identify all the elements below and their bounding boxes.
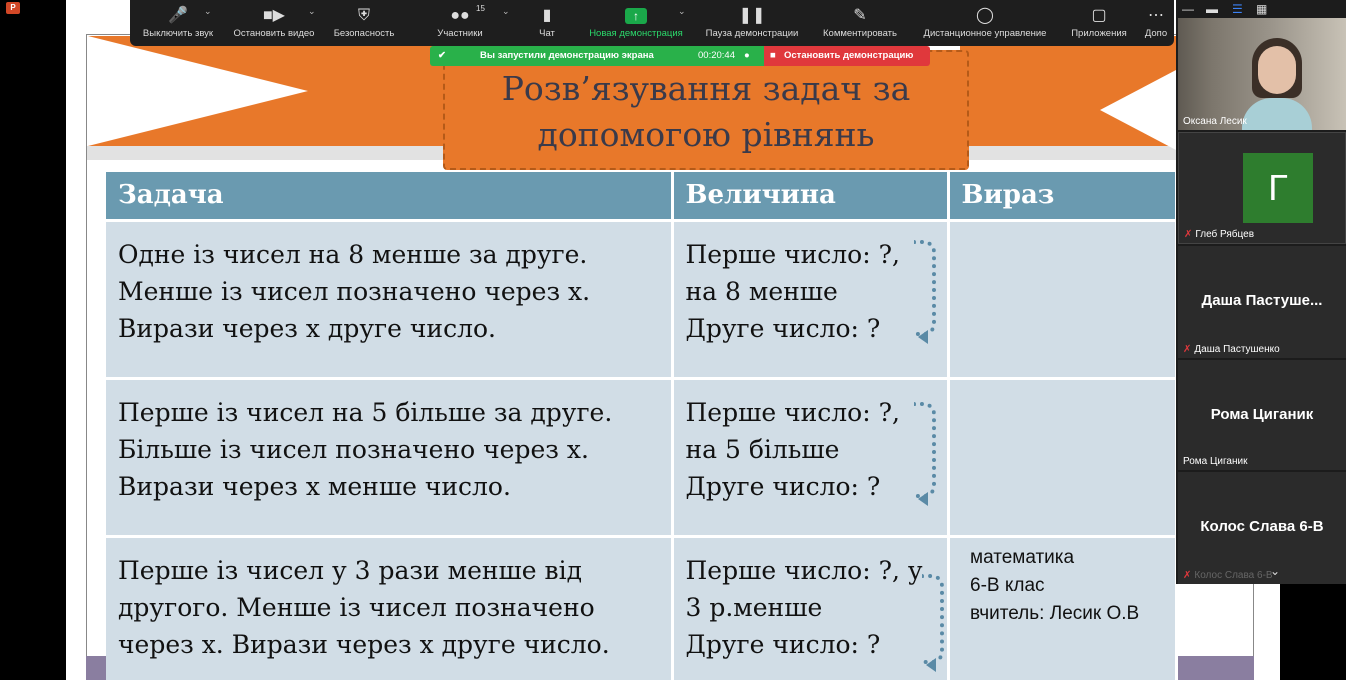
arrow-head-icon	[918, 330, 928, 344]
chevron-down-icon[interactable]: ⌄	[1270, 564, 1281, 578]
video-body	[1242, 98, 1312, 130]
quantity-line: Перше число: ?,	[685, 239, 900, 269]
class-watermark	[970, 544, 1139, 628]
participant-tile[interactable]	[1178, 132, 1346, 244]
chat-button[interactable]	[524, 4, 570, 44]
hide-video-icon[interactable]: ▬	[1206, 2, 1218, 16]
apps-icon: ▢	[1091, 7, 1107, 24]
task-line: через х. Вирази через х друге число.	[118, 629, 610, 659]
quantity-line: Перше число: ?, у	[685, 555, 923, 585]
ribbon-notch-left	[88, 36, 308, 146]
task-line: Більше із чисел позначено через х.	[118, 434, 589, 464]
quantity-line: на 5 більше	[685, 434, 840, 464]
participant-name-row	[1183, 570, 1273, 581]
participant-name-row	[1184, 229, 1254, 240]
slide-title-line: допомогою рівнянь	[537, 115, 875, 154]
curly-arrow-icon	[922, 574, 944, 664]
mute-label: Выключить звук	[142, 28, 214, 39]
powerpoint-icon: P	[6, 2, 20, 14]
muted-microphone-icon: ✗	[1183, 344, 1192, 355]
task-cell	[106, 220, 672, 378]
chat-icon: ▮	[542, 7, 552, 24]
chat-label: Чат	[539, 28, 555, 39]
participant-tile[interactable]	[1178, 360, 1346, 470]
muted-microphone-icon: ✗	[1183, 570, 1192, 581]
task-line: Перше із чисел у 3 рази менше від	[118, 555, 582, 585]
watermark-line: математика	[970, 547, 1075, 568]
chevron-down-icon[interactable]: ⌄	[308, 6, 316, 16]
task-line: Одне із чисел на 8 менше за друге.	[118, 239, 588, 269]
participant-display-name: Рома Циганик	[1210, 406, 1314, 423]
ribbon-notch-right	[1100, 70, 1176, 150]
share-screen-icon: ↑	[582, 4, 690, 28]
arrow-head-icon	[918, 492, 928, 506]
apps-label: Приложения	[1071, 28, 1127, 39]
quantity-cell	[672, 220, 948, 378]
quantity-line: Друге число: ?	[685, 471, 881, 501]
task-line: Перше із чисел на 5 більше за друге.	[118, 397, 613, 427]
stop-icon: ■	[770, 50, 776, 61]
task-line: Вирази через х друге число.	[118, 313, 496, 343]
screen-share-banner	[430, 46, 930, 66]
curly-arrow-icon	[914, 402, 936, 498]
participants-button[interactable]	[422, 4, 498, 44]
pencil-icon: ✎	[853, 7, 867, 24]
gallery-controls	[1176, 0, 1346, 18]
quantity-line: на 8 менше	[685, 276, 838, 306]
pause-share-label: Пауза демонстрации	[705, 28, 799, 39]
table-header-row	[106, 172, 1176, 220]
apps-button[interactable]	[1064, 4, 1134, 44]
participant-name: Даша Пастушенко	[1194, 344, 1280, 355]
column-header-expression: Вираз	[948, 172, 1176, 220]
column-header-quantity: Величина	[672, 172, 948, 220]
annotate-button[interactable]	[816, 4, 904, 44]
pause-icon: ❚❚	[738, 7, 766, 24]
expression-cell	[948, 220, 1176, 378]
minimize-icon[interactable]: —	[1182, 2, 1194, 16]
participant-display-name: Колос Слава 6-В	[1200, 518, 1324, 535]
chevron-down-icon[interactable]: ⌄	[502, 6, 510, 16]
participants-gallery	[1176, 0, 1346, 584]
column-header-task: Задача	[106, 172, 672, 220]
stop-video-label: Остановить видео	[233, 28, 315, 39]
avatar: Г	[1243, 153, 1313, 223]
participant-name-row	[1183, 344, 1280, 355]
video-camera-icon: ■▶	[263, 7, 285, 24]
task-line: Вирази через х менше число.	[118, 471, 511, 501]
task-cell	[106, 536, 672, 680]
participants-label: Участники	[437, 28, 483, 39]
task-line: другого. Менше із чисел позначено	[118, 592, 595, 622]
security-label: Безопасность	[333, 28, 395, 39]
remote-control-button[interactable]	[914, 4, 1056, 44]
annotate-label: Комментировать	[823, 28, 897, 39]
stop-share-label: Остановить демонстрацию	[784, 50, 914, 61]
quantity-cell	[672, 378, 948, 536]
more-button[interactable]	[1140, 4, 1172, 44]
participant-video	[1178, 18, 1346, 130]
quantity-line: Друге число: ?	[685, 629, 881, 659]
meeting-toolbar	[130, 0, 1174, 46]
expression-cell	[948, 378, 1176, 536]
quantity-line: Перше число: ?,	[685, 397, 900, 427]
participant-display-name: Даша Пастуше...	[1201, 292, 1323, 309]
quantity-cell	[672, 536, 948, 680]
participants-icon: ●●	[450, 7, 470, 24]
participant-name: Глеб Рябцев	[1195, 229, 1255, 240]
grid-view-icon[interactable]: ▦	[1256, 2, 1268, 16]
muted-microphone-icon: ✗	[1184, 229, 1193, 240]
shield-icon: ⛨	[357, 7, 370, 24]
table-row	[106, 378, 1176, 536]
pause-share-button[interactable]	[698, 4, 806, 44]
microphone-icon: 🎤	[168, 7, 188, 24]
stop-share-button[interactable]	[764, 46, 930, 66]
task-cell	[106, 378, 672, 536]
security-button[interactable]	[324, 4, 404, 44]
participant-tile[interactable]	[1178, 18, 1346, 130]
more-icon: ⋯	[1148, 7, 1164, 24]
participants-count: 15	[476, 4, 485, 13]
curly-arrow-icon	[914, 240, 936, 336]
task-line: Менше із чисел позначено через х.	[118, 276, 591, 306]
chevron-down-icon[interactable]: ⌄	[678, 6, 686, 16]
share-message: Вы запустили демонстрацию экрана	[480, 50, 654, 61]
quantity-line: 3 р.менше	[685, 592, 823, 622]
share-timer: 00:20:44	[698, 50, 735, 61]
participant-name: Рома Циганик	[1183, 456, 1248, 467]
more-label: Допо	[1144, 28, 1168, 39]
slide-title	[443, 66, 969, 158]
mouse-icon: ◯	[976, 7, 994, 24]
participant-name: Оксана Лесик	[1183, 116, 1247, 127]
remote-control-label: Дистанционное управление	[923, 28, 1047, 39]
arrow-head-icon	[926, 658, 936, 672]
watermark-line: 6-В клас	[970, 575, 1045, 596]
participant-tile[interactable]	[1178, 472, 1346, 584]
table-row	[106, 220, 1176, 378]
shield-check-icon: ●	[744, 50, 750, 61]
participant-tile[interactable]	[1178, 246, 1346, 358]
new-share-button[interactable]	[582, 4, 690, 44]
new-share-label: Новая демонстрация	[589, 28, 683, 39]
watermark-line: вчитель: Лесик О.В	[970, 603, 1140, 624]
view-toggle-icon[interactable]: ☰	[1232, 2, 1243, 16]
participant-name: Колос Слава 6-В	[1194, 570, 1273, 581]
slide-title-line: Розв’язування задач за	[501, 69, 911, 108]
checkmark-icon: ✔	[438, 50, 446, 61]
chevron-down-icon[interactable]: ⌄	[204, 6, 212, 16]
video-face	[1258, 46, 1296, 94]
quantity-line: Друге число: ?	[685, 313, 881, 343]
share-status	[430, 46, 764, 66]
